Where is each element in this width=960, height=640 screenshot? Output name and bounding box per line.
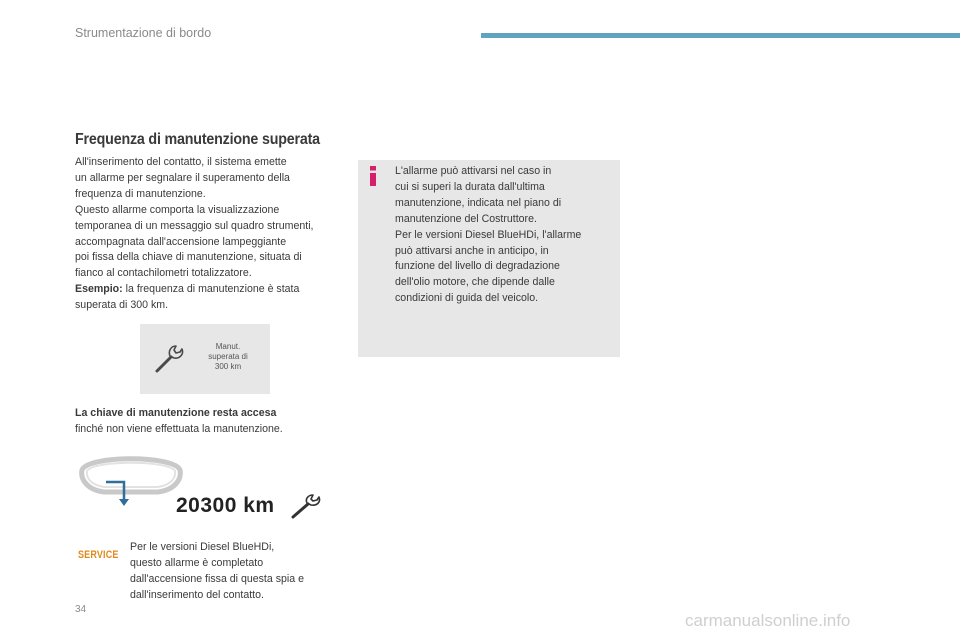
info-line: condizioni di guida del veicolo. xyxy=(395,292,539,305)
info-line: manutenzione, indicata nel piano di xyxy=(395,196,562,209)
display-message xyxy=(198,342,258,372)
example-text: la frequenza di manutenzione è stata xyxy=(122,283,300,296)
body-line: fianco al contachilometri totalizzatore. xyxy=(75,267,252,280)
page-number: 34 xyxy=(75,604,87,615)
info-line: può attivarsi anche in anticipo, in xyxy=(395,244,549,257)
key-note-text: finché non viene effettuata la manutenzione. xyxy=(75,422,283,435)
bluehdi-line: questo allarme è completato xyxy=(130,556,264,569)
maintenance-display xyxy=(140,324,270,394)
key-note xyxy=(75,406,375,438)
bluehdi-line: Per le versioni Diesel BlueHDi, xyxy=(130,541,275,553)
bluehdi-line: dall'accensione fissa di questa spia e xyxy=(130,572,304,585)
odometer-reading: 20300 km xyxy=(176,494,275,517)
bluehdi-text xyxy=(130,540,350,604)
instrument-cluster-illustration xyxy=(78,452,184,508)
body-line: accompagnata dall'accensione lampeggiante xyxy=(75,235,287,248)
header-rule xyxy=(481,33,960,38)
body-line: temporanea di un messaggio sul quadro strumenti, xyxy=(75,219,314,232)
info-line: dell'olio motore, che dipende dalle xyxy=(395,276,555,289)
body-line: poi fissa della chiave di manutenzione, situata di xyxy=(75,251,302,264)
info-line: funzione del livello di degradazione xyxy=(395,260,560,273)
example-label: Esempio: xyxy=(75,283,123,296)
example-line xyxy=(75,282,345,298)
body-text xyxy=(75,155,345,314)
info-line: Per le versioni Diesel BlueHDi, l'allarme xyxy=(395,228,582,241)
body-line: un allarme per segnalare il superamento della xyxy=(75,171,290,184)
header-title: Strumentazione di bordo xyxy=(75,26,212,40)
wrench-icon xyxy=(154,344,186,374)
body-line: All'inserimento del contatto, il sistema emette xyxy=(75,156,287,168)
wrench-icon xyxy=(290,494,322,520)
key-note-bold: La chiave di manutenzione resta accesa xyxy=(75,407,277,419)
example-line: superata di 300 km. xyxy=(75,299,169,312)
info-line: cui si superi la durata dall'ultima xyxy=(395,180,545,193)
watermark: carmanualsonline.info xyxy=(685,611,851,630)
info-line: L'allarme può attivarsi nel caso in xyxy=(395,165,552,177)
section-title: Frequenza di manutenzione superata xyxy=(75,131,320,148)
bluehdi-line: dall'inserimento del contatto. xyxy=(130,588,264,601)
info-text xyxy=(395,164,617,307)
display-message-line: 300 km xyxy=(214,362,242,371)
info-icon xyxy=(369,166,377,186)
service-warning-icon: SERVICE xyxy=(78,549,119,561)
info-line: manutenzione del Costruttore. xyxy=(395,212,537,225)
display-message-line: Manut. xyxy=(215,342,241,351)
body-line: Questo allarme comporta la visualizzazione xyxy=(75,203,280,216)
body-line: frequenza di manutenzione. xyxy=(75,187,206,200)
display-message-line: superata di xyxy=(208,352,248,361)
